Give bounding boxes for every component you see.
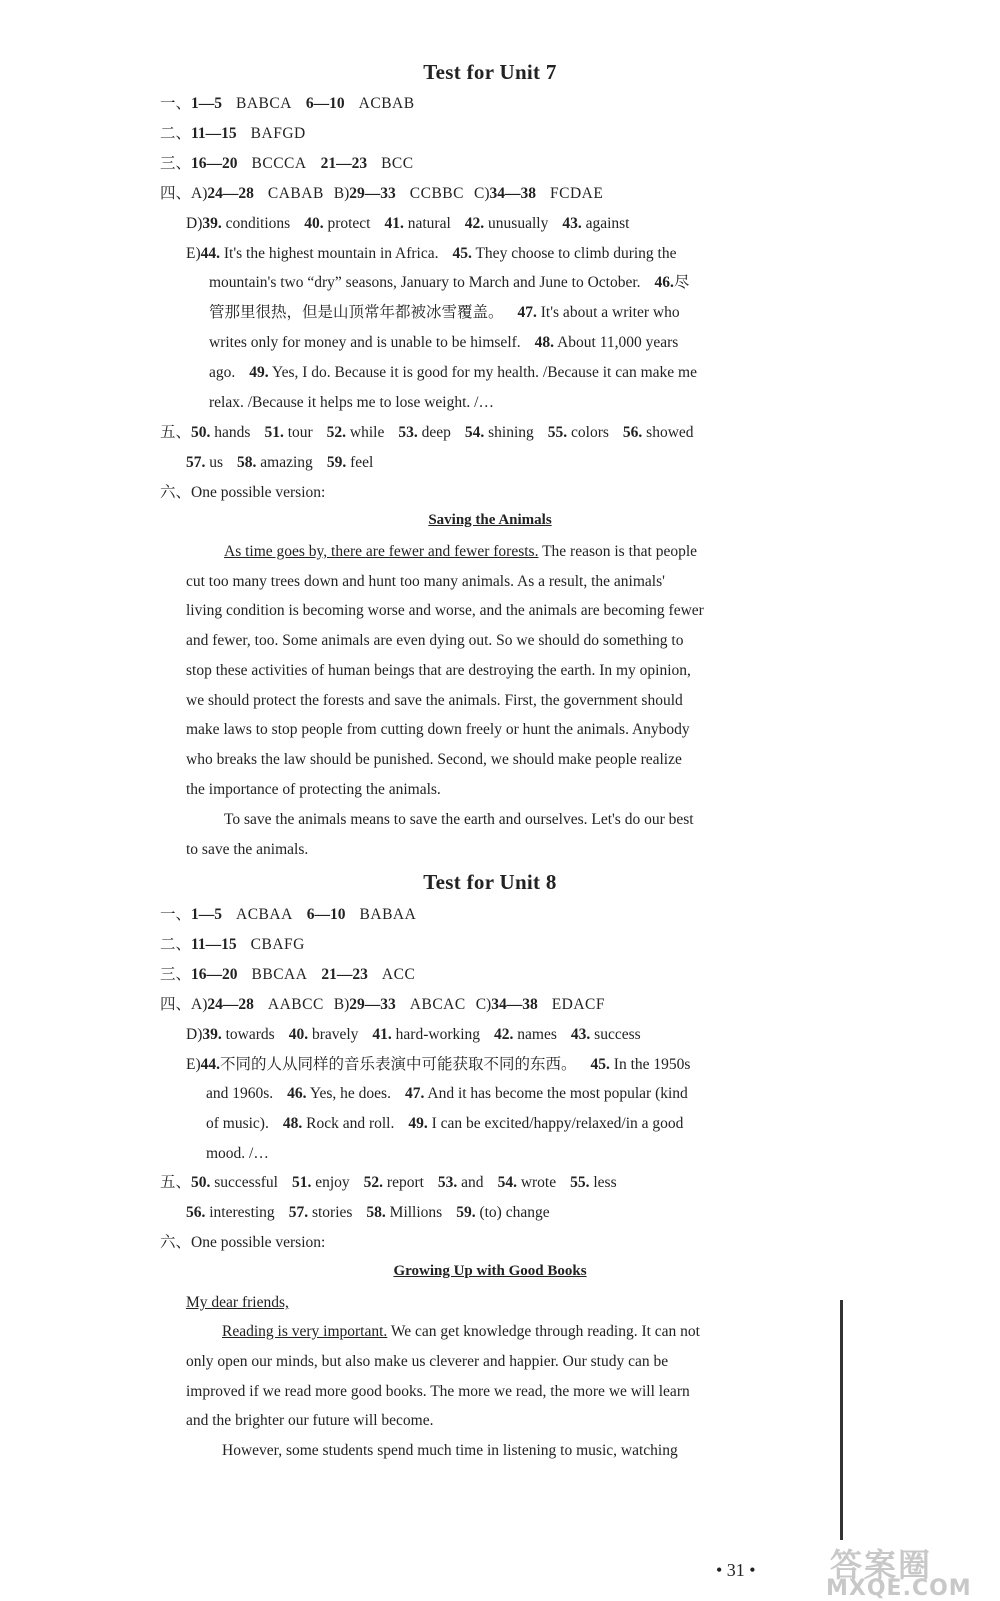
unit8-essay-line2: only open our minds, but also make us cleverer and happier. Our study can be — [186, 1353, 669, 1370]
unit8-section4-e-line4: mood. /… — [206, 1145, 269, 1162]
unit7-essay-line4: and fewer, too. Some animals are even dying out. So we should do something to — [186, 632, 684, 649]
unit7-essay-line5: stop these activities of human beings that are destroying the earth. In my opinion, — [186, 662, 691, 679]
unit8-essay-greeting: My dear friends, — [186, 1294, 289, 1311]
unit7-essay-line10: To save the animals means to save the earth and ourselves. Let's do our best — [224, 811, 694, 828]
unit7-essay-title: Saving the Animals — [428, 512, 552, 528]
unit8-section4-e-line3: of music). 48. Rock and roll. 49. I can be excited/happy/relaxed/in a good — [206, 1115, 684, 1132]
unit7-section4-e-line6: relax. /Because it helps me to lose weight. /… — [209, 394, 494, 411]
unit8-section6-intro: 六、One possible version: — [160, 1234, 326, 1251]
unit7-essay-line1: As time goes by, there are fewer and fewer forests. The reason is that people — [224, 543, 698, 560]
unit7-essay-line3: living condition is becoming worse and worse, and the animals are becoming fewer — [186, 602, 704, 619]
unit7-title: Test for Unit 7 — [423, 60, 557, 84]
unit7-section4-e-line2: mountain's two “dry” seasons, January to March and June to October. 46.尽 — [209, 274, 690, 291]
unit7-section4-e-line5: ago. 49. Yes, I do. Because it is good for my health. /Because it can make me — [209, 364, 697, 381]
unit7-section5-line2: 57. us 58. amazing 59. feel — [186, 454, 374, 471]
unit8-section4-d: D)39. towards 40. bravely 41. hard-working 42. names 43. success — [186, 1026, 641, 1043]
unit7-essay-line9: the importance of protecting the animals. — [186, 781, 441, 798]
unit7-section6-intro: 六、One possible version: — [160, 484, 326, 501]
unit8-section2: 二、11—15 CBAFG — [160, 936, 305, 953]
unit8-essay-title: Growing Up with Good Books — [393, 1263, 587, 1279]
unit7-section4-d: D)39. conditions 40. protect 41. natural 42. unusually 43. against — [186, 215, 630, 232]
page-number: • 31 • — [716, 1560, 756, 1580]
unit7-essay-line2: cut too many trees down and hunt too many animals. As a result, the animals' — [186, 573, 665, 590]
unit7-section5-line1: 五、50. hands 51. tour 52. while 53. deep 54. shining 55. colors 56. showed — [160, 424, 694, 441]
unit7-section4-e-line3: 管那里很热，但是山顶常年都被冰雪覆盖。 47. It's about a writer who — [209, 304, 680, 321]
unit7-section4-abc: 四、A)24—28 CABAB B)29—33 CCBBC C)34—38 FCDAE — [160, 185, 604, 202]
unit8-section4-e-line1: E)44.不同的人从同样的音乐表演中可能获取不同的东西。 45. In the 1950s — [186, 1056, 691, 1073]
unit8-title: Test for Unit 8 — [423, 870, 557, 894]
unit7-essay-line7: make laws to stop people from cutting down freely or hunt the animals. Anybody — [186, 721, 690, 738]
unit7-section4-e-line4: writes only for money and is unable to be himself. 48. About 11,000 years — [209, 334, 679, 351]
unit8-essay-line1: Reading is very important. We can get knowledge through reading. It can not — [222, 1323, 700, 1340]
unit7-essay-line8: who breaks the law should be punished. Second, we should make people realize — [186, 751, 682, 768]
unit8-essay-line5: However, some students spend much time in listening to music, watching — [222, 1442, 678, 1459]
unit7-section1: 一、1—5 BABCA 6—10 ACBAB — [160, 95, 415, 112]
unit8-essay-line3: improved if we read more good books. The more we read, the more we will learn — [186, 1383, 690, 1400]
binding-edge-line — [840, 1300, 843, 1540]
unit7-section2: 二、11—15 BAFGD — [160, 125, 306, 142]
watermark-text-bottom: MXQE.COM — [826, 1576, 972, 1601]
watermark-text-top: 答案圈 — [830, 1546, 933, 1584]
unit8-section1: 一、1—5 ACBAA 6—10 BABAA — [160, 906, 417, 923]
unit8-section4-abc: 四、A)24—28 AABCC B)29—33 ABCAC C)34—38 EDACF — [160, 996, 606, 1013]
unit8-essay-line4: and the brighter our future will become. — [186, 1412, 434, 1429]
watermark-logo — [820, 1540, 990, 1600]
unit8-section5-line1: 五、50. successful 51. enjoy 52. report 53. and 54. wrote 55. less — [160, 1174, 617, 1191]
unit7-essay-line11: to save the animals. — [186, 841, 309, 858]
unit8-section5-line2: 56. interesting 57. stories 58. Millions 59. (to) change — [186, 1204, 550, 1221]
unit7-essay-line6: we should protect the forests and save the animals. First, the government should — [186, 692, 683, 709]
unit8-section4-e-line2: and 1960s. 46. Yes, he does. 47. And it has become the most popular (kind — [206, 1085, 688, 1102]
unit7-section3: 三、16—20 BCCCA 21—23 BCC — [160, 155, 414, 172]
unit7-section4-e-line1: E)44. It's the highest mountain in Africa. 45. They choose to climb during the — [186, 245, 677, 262]
unit8-section3: 三、16—20 BBCAA 21—23 ACC — [160, 966, 416, 983]
